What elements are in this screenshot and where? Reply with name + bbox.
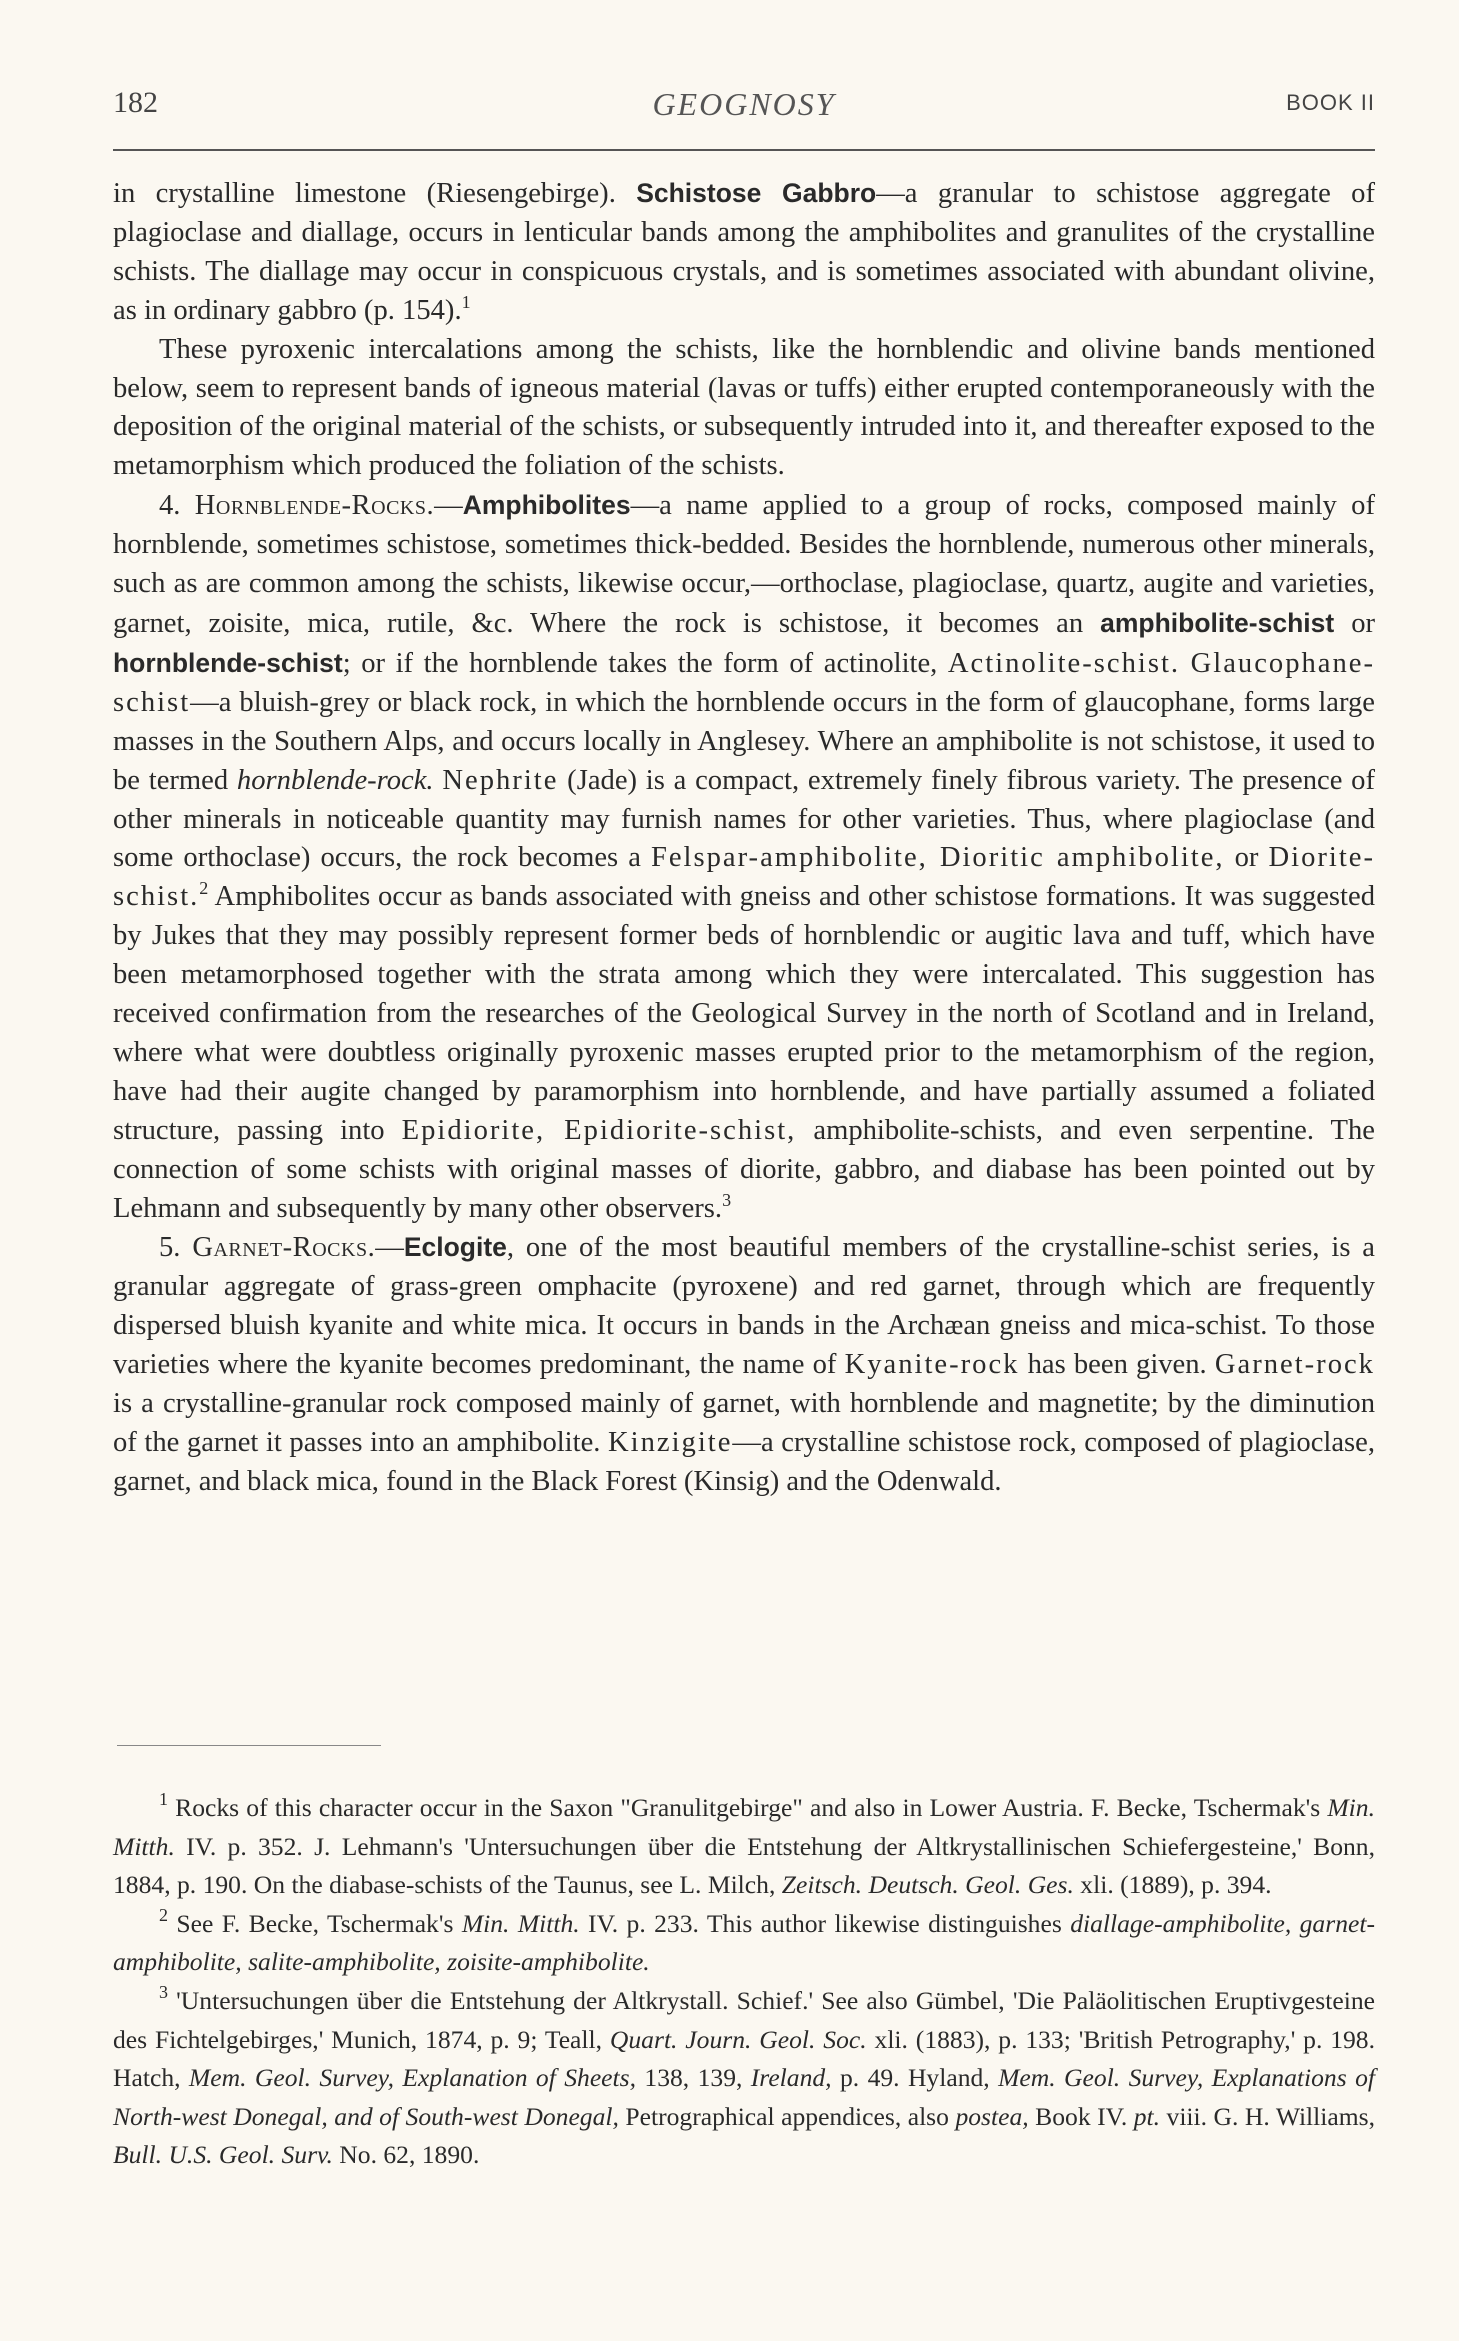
citation-title: Min. Mitth.: [461, 1908, 580, 1938]
footnote-ref-1: 1: [461, 291, 471, 312]
footnote-ref-3: 3: [722, 1189, 732, 1210]
term-diorite-schist: Diorite-schist.: [113, 842, 1375, 913]
text-run: in crystalline limestone (Riesengebirge).: [113, 178, 637, 209]
citation-title: Quart. Journ. Geol. Soc.: [609, 2024, 867, 2054]
paragraph-schistose-gabbro: [113, 174, 1375, 331]
term-nephrite: Nephrite: [442, 764, 559, 796]
text-run: No. 62, 1890.: [332, 2140, 480, 2170]
citation-title: Bull. U.S. Geol. Surv.: [113, 2140, 333, 2170]
citation-title: Mem. Geol. Survey, Explanation of Sheets,: [188, 2063, 637, 2093]
paragraph-pyroxenic: These pyroxenic intercalations among the schists, like the hornblendic and olivine bands mentioned below, seem to represent bands of igneous material (lavas or tuffs) either erupted contemporaneously with the deposition of the original material of the schists, or subsequently intruded into it, and thereafter exposed to the metamorphism which produced the foliation of the schists.: [113, 333, 1375, 482]
section-heading-garnet: Garnet-Rocks.: [192, 1232, 376, 1264]
page-number: 182: [113, 86, 158, 119]
citation-title: postea,: [955, 2101, 1029, 2131]
running-title: GEOGNOSY: [652, 86, 836, 122]
text-run: —a crystalline schistose rock, composed of plagioclase, garnet, and black mica, found in the Black Forest (Kinsig) and the Odenwald.: [113, 1427, 1375, 1497]
text-run: —: [375, 1232, 404, 1264]
term-garnet-rock: Garnet-rock: [1214, 1349, 1375, 1381]
text-run: xli. (1889), p. 394.: [1073, 1870, 1272, 1900]
citation-title: Zeitsch. Deutsch. Geol. Ges.: [781, 1870, 1074, 1900]
text-run: has been given.: [1019, 1349, 1215, 1381]
paragraph-garnet-rocks: [113, 1228, 1375, 1501]
paragraph-hornblende-rocks: [113, 486, 1375, 1228]
text-run: or: [1224, 842, 1269, 874]
text-run: , one of the most beautiful members of the crystalline-schist series, is a granular aggregate of grass-green omphacite (pyroxene) and red garnet, through which are frequently dispersed bluish kyanite and white mica. It occurs in bands in the Archæan gneiss and mica-schist. To those varieties where the kyanite becomes predominant, the name of: [113, 1232, 1376, 1381]
text-run: —a granular to schistose aggregate of plagioclase and diallage, occurs in lenticular bands among the amphibolites and granulites of the crystalline schists. The diallage may occur in conspicuous crystals, and is sometimes associated with abundant olivine, as in ordinary gabbro (p. 154).: [113, 178, 1375, 326]
text-run: IV. p. 352. J. Lehmann's 'Untersuchungen über die Entstehung der Altkrystallinischen Schiefergesteine,' Bonn, 1884, p. 190. On the diabase-schists of the Taunus, see L. Milch,: [113, 1831, 1375, 1900]
text-run: viii. G. H. Williams,: [1160, 2101, 1376, 2131]
text-run: amphibolite-schists, and even serpentine. The connection of some schists with original masses of diorite, gabbro, and diabase has been pointed out by Lehmann and subsequently by many other observers.: [113, 1114, 1375, 1224]
text-run: Book IV.: [1028, 2101, 1134, 2131]
term-actinolite-schist: Actinolite-schist.: [947, 647, 1181, 679]
header-rule: [113, 149, 1375, 151]
text-run: Petrographical appendices, also: [618, 2101, 956, 2131]
footnote-mark: 1: [159, 1789, 168, 1809]
text-run: —a bluish-grey or black rock, in which the hornblende occurs in the form of glaucophane, forms large masses in the Southern Alps, and occurs locally in Anglesey. Where an amphibolite is not schistose, it used to be termed: [113, 686, 1375, 796]
text-run: 'Untersuchungen über die Entstehung der Altkrystall. Schief.' See also Gümbel, 'Die Paläolitischen Eruptivgesteine des Fichtelgebirges,' Munich, 1874, p. 9; Teall,: [113, 1985, 1375, 2054]
footnote-2: [113, 1905, 1375, 1982]
footnote-mark: 2: [159, 1904, 168, 1925]
section-number: 5.: [159, 1232, 193, 1264]
citation-title: diallage-amphibolite, garnet-amphibolite, salite-amphibolite, zoisite-amphibolite.: [113, 1908, 1375, 1977]
term-kinzigite: Kinzigite: [608, 1427, 733, 1458]
footnote-ref-2: 2: [199, 878, 209, 899]
term-amphibolite-schist: amphibolite-schist: [1100, 607, 1335, 638]
page-header: [113, 86, 1375, 126]
footnotes: [113, 1789, 1375, 2175]
term-felspar-amphibolite: Felspar-amphibolite, Dioritic amphibolite,: [650, 842, 1225, 874]
text-run: xli. (1883), p. 133; 'British Petrography,' p. 198. Hatch,: [113, 2024, 1376, 2093]
footnote-mark: 3: [159, 1981, 168, 2002]
citation-title: pt.: [1133, 2101, 1161, 2131]
text-run: (Jade) is a compact, extremely finely fibrous variety. The presence of other minerals in noticeable quantity may furnish names for other varieties. Thus, where plagioclase (and some orthoclase) occurs, the rock becomes a: [113, 764, 1375, 874]
footnote-3: [113, 1982, 1375, 2175]
term-kyanite-rock: Kyanite-rock: [844, 1349, 1020, 1381]
text-run: IV. p. 233. This author likewise distinguishes: [579, 1908, 1071, 1938]
text-run: is a crystalline-granular rock composed mainly of garnet, with hornblende and magnetite; by the diminution of the garnet it passes into an amphibolite.: [113, 1388, 1375, 1458]
section-heading-hornblende: Hornblende-Rocks.: [194, 490, 435, 522]
term-amphibolites: Amphibolites: [462, 490, 631, 521]
term-eclogite: Eclogite: [403, 1232, 507, 1263]
citation-title: Mem. Geol. Survey, Explanations of North-west Donegal, and of South-west Donegal,: [113, 2063, 1375, 2131]
text-run: ; or if the hornblende takes the form of actinolite,: [342, 647, 948, 679]
text-run: Rocks of this character occur in the Saxon "Granulitgebirge" and also in Lower Austria. F. Becke, Tschermak's: [168, 1793, 1328, 1822]
book-label: BOOK II: [1286, 90, 1375, 115]
text-run: See F. Becke, Tschermak's: [168, 1908, 462, 1938]
term-glaucophane-schist: Glaucophane-schist: [113, 647, 1375, 718]
citation-title: Ireland,: [750, 2063, 832, 2093]
term-schistose-gabbro: Schistose Gabbro: [636, 178, 877, 208]
body-text: [113, 174, 1375, 1502]
term-epidiorite: Epidiorite, Epidiorite-schist,: [401, 1114, 797, 1146]
term-hornblende-rock: hornblende-rock.: [236, 764, 434, 796]
footnote-rule: [117, 1745, 381, 1746]
text-run: —: [434, 490, 463, 522]
term-hornblende-schist: hornblende-schist: [113, 647, 343, 678]
text-run: —a name applied to a group of rocks, composed mainly of hornblende, sometimes schistose, sometimes thick-bedded. Besides the hornblende, numerous other minerals, such as are common among the schists, likewise occur,—orthoclase, plagioclase, quartz, augite and varieties, garnet, zoisite, mica, rutile, &c. Where the rock is schistose, it becomes an: [113, 490, 1375, 639]
footnote-1: [113, 1789, 1375, 1905]
section-number: 4.: [159, 490, 195, 522]
text-run: Amphibolites occur as bands associated with gneiss and other schistose formations. It was suggested by Jukes that they may possibly represent former beds of hornblendic or augitic lava and tuff, which have been metamorphosed together with the strata among which they were intercalated. This suggestion has received confirmation from the researches of the Geological Survey in the north of Scotland and in Ireland, where what were doubtless originally pyroxenic masses erupted prior to the metamorphism of the region, have had their augite changed by paramorphism into hornblende, and have partially assumed a foliated structure, passing into: [113, 881, 1375, 1146]
text-run: [1180, 648, 1191, 679]
citation-title: Min. Mitth.: [113, 1793, 1375, 1861]
text-run: 138, 139,: [636, 2063, 751, 2093]
text-run: or: [1334, 607, 1376, 639]
text-run: p. 49. Hyland,: [831, 2063, 999, 2093]
